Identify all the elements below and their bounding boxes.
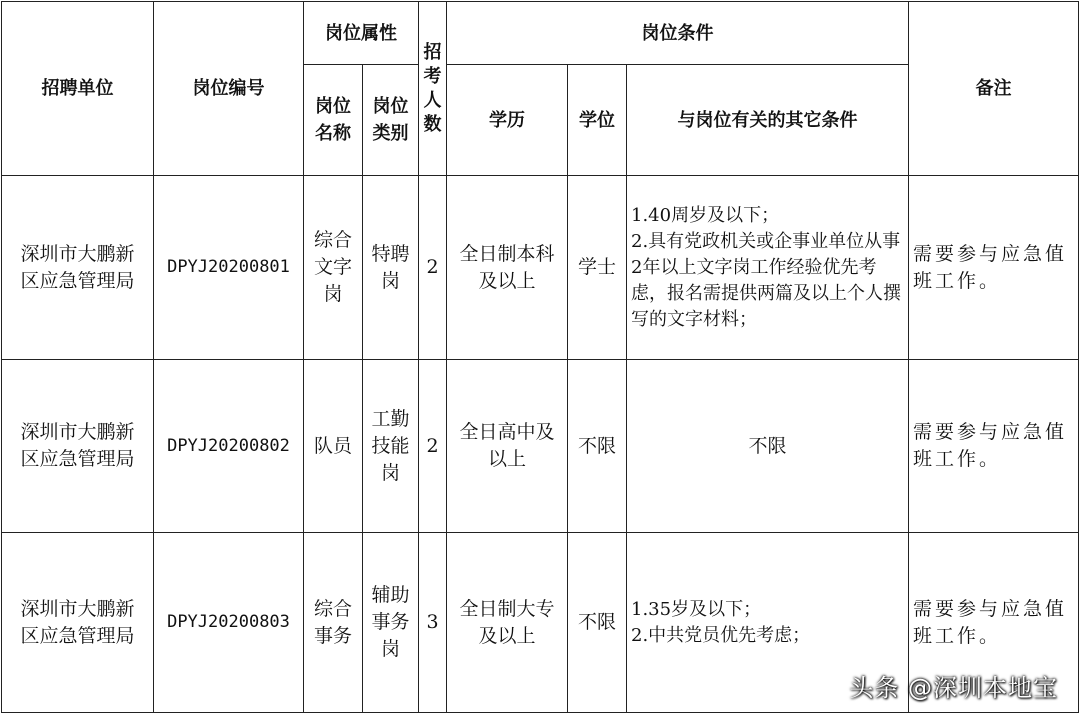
cell-degree: 不限 — [568, 360, 627, 533]
cell-post-name: 综合 事务 — [304, 533, 363, 713]
cell-code: DPYJ20200802 — [154, 360, 304, 533]
cell-education: 全日制本科 及以上 — [447, 176, 568, 360]
watermark: 头条 @深圳本地宝 — [849, 674, 1058, 702]
header-remark: 备注 — [909, 2, 1079, 176]
cell-post-name: 综合 文字 岗 — [304, 176, 363, 360]
table-row — [2, 176, 1079, 360]
cell-remark: 需要参与应急值班工作。 — [909, 533, 1079, 713]
cell-post-name: 队员 — [304, 360, 363, 533]
header-cond-group: 岗位条件 — [447, 2, 909, 65]
cell-post-type: 工勤 技能 岗 — [363, 360, 419, 533]
cell-unit: 深圳市大鹏新 区应急管理局 — [2, 360, 154, 533]
cell-unit: 深圳市大鹏新 区应急管理局 — [2, 533, 154, 713]
cell-post-type: 辅助 事务 岗 — [363, 533, 419, 713]
header-code: 岗位编号 — [154, 2, 304, 176]
cell-education: 全日制大专 及以上 — [447, 533, 568, 713]
cell-other-conditions: 不限 — [627, 360, 909, 533]
header-education: 学历 — [447, 65, 568, 176]
cell-unit: 深圳市大鹏新 区应急管理局 — [2, 176, 154, 360]
table-row — [2, 360, 1079, 533]
header-unit: 招聘单位 — [2, 2, 154, 176]
cell-remark: 需要参与应急值班工作。 — [909, 360, 1079, 533]
cell-count: 3 — [419, 533, 447, 713]
recruitment-table — [1, 1, 1079, 713]
header-attr-group: 岗位属性 — [304, 2, 419, 65]
cell-post-type: 特聘 岗 — [363, 176, 419, 360]
header-post-name: 岗位 名称 — [304, 65, 363, 176]
cell-count: 2 — [419, 176, 447, 360]
cell-code: DPYJ20200801 — [154, 176, 304, 360]
cell-remark: 需要参与应急值班工作。 — [909, 176, 1079, 360]
cell-education: 全日高中及 以上 — [447, 360, 568, 533]
cell-code: DPYJ20200803 — [154, 533, 304, 713]
cell-other-conditions: 1.40周岁及以下； 2.具有党政机关或企事业单位从事2年以上文字岗工作经验优先考虑，报名需提供两篇及以上个人撰写的文字材料； — [627, 176, 909, 360]
header-degree: 学位 — [568, 65, 627, 176]
header-post-type: 岗位 类别 — [363, 65, 419, 176]
cell-count: 2 — [419, 360, 447, 533]
header-other-conditions: 与岗位有关的其它条件 — [627, 65, 909, 176]
cell-other-conditions: 1.35岁及以下； 2.中共党员优先考虑； — [627, 533, 909, 713]
cell-degree: 学士 — [568, 176, 627, 360]
header-count: 招 考 人 数 — [419, 2, 447, 176]
cell-degree: 不限 — [568, 533, 627, 713]
